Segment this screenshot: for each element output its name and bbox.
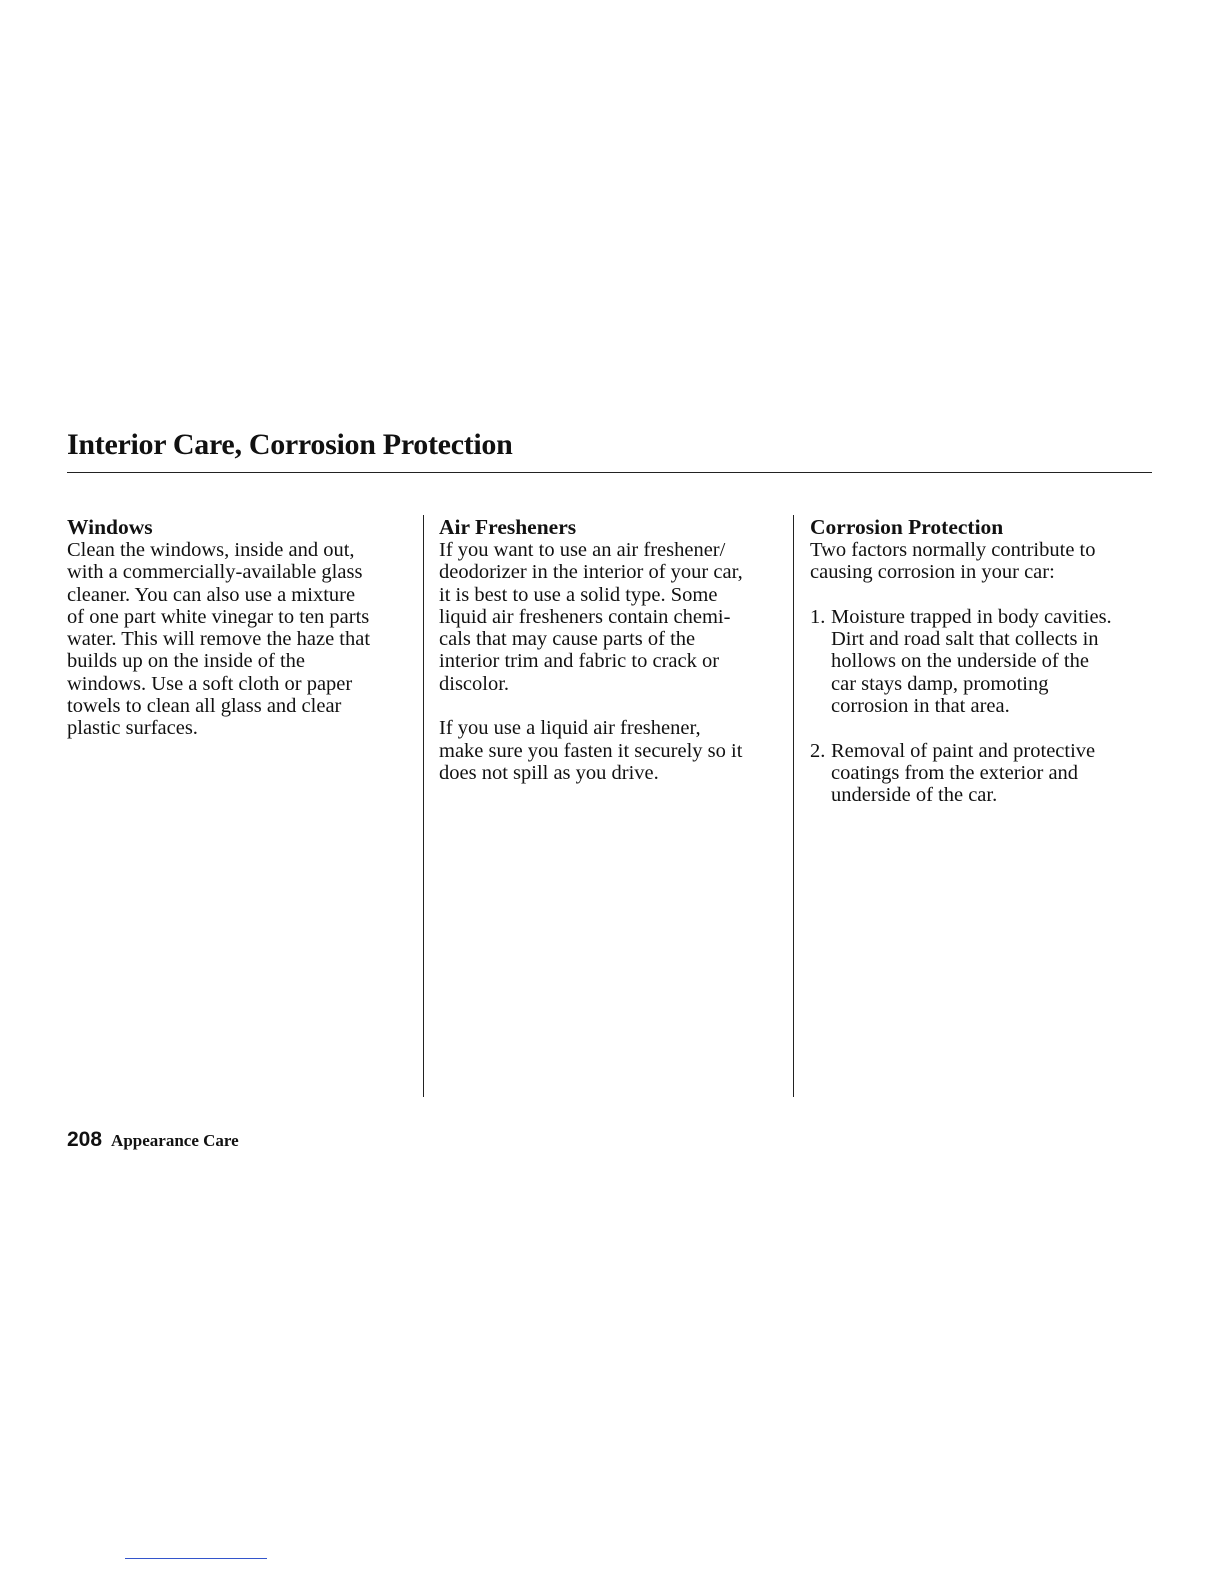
column-divider-2 xyxy=(793,515,794,1097)
windows-line: windows. Use a soft cloth or paper xyxy=(67,672,353,695)
air-fresheners-line: it is best to use a solid type. Some xyxy=(439,583,718,606)
list-item xyxy=(810,740,1155,807)
page-footer xyxy=(67,1128,239,1152)
air-fresheners-line: discolor. xyxy=(439,672,510,695)
list-item-text xyxy=(831,740,1155,807)
windows-line: builds up on the inside of the xyxy=(67,650,306,673)
paragraph-gap xyxy=(810,717,1155,739)
column-divider-1 xyxy=(423,515,424,1097)
air-fresheners-line: make sure you fasten it securely so it xyxy=(439,739,743,762)
list-item-line: Removal of paint and protective xyxy=(831,739,1096,762)
corrosion-protection-heading: Corrosion Protection xyxy=(810,515,1004,539)
windows-line: towels to clean all glass and clear xyxy=(67,695,342,718)
corrosion-intro-line: causing corrosion in your car: xyxy=(810,561,1055,584)
windows-heading: Windows xyxy=(67,515,153,539)
page-title: Interior Care, Corrosion Protection xyxy=(67,428,513,461)
list-item xyxy=(810,606,1155,717)
windows-line: water. This will remove the haze that xyxy=(67,628,371,651)
list-item-line: coatings from the exterior and xyxy=(831,761,1079,784)
air-fresheners-paragraph-2 xyxy=(439,717,784,784)
corrosion-intro xyxy=(810,539,1155,584)
list-item-text xyxy=(831,606,1155,717)
title-rule xyxy=(67,472,1152,473)
list-number: 2. xyxy=(810,739,826,762)
list-item-line: car stays damp, promoting xyxy=(831,672,1049,695)
air-fresheners-line: cals that may cause parts of the xyxy=(439,628,696,651)
paragraph-gap xyxy=(439,695,784,717)
paragraph-gap xyxy=(810,584,1155,606)
windows-line: cleaner. You can also use a mixture xyxy=(67,583,356,606)
corrosion-intro-line: Two factors normally contribute to xyxy=(810,539,1096,561)
list-item-line: Moisture trapped in body cavities. xyxy=(831,605,1112,628)
windows-line: of one part white vinegar to ten parts xyxy=(67,605,370,628)
air-fresheners-paragraph-1 xyxy=(439,539,784,695)
windows-paragraph xyxy=(67,539,412,740)
air-fresheners-heading: Air Fresheners xyxy=(439,515,577,539)
corrosion-protection-section xyxy=(810,515,1155,807)
list-number: 1. xyxy=(810,605,826,628)
list-item-line: underside of the car. xyxy=(831,784,998,807)
list-item-line: corrosion in that area. xyxy=(831,695,1010,718)
air-fresheners-line: If you use a liquid air freshener, xyxy=(439,717,701,740)
windows-section xyxy=(67,515,412,740)
air-fresheners-line: If you want to use an air freshener/ xyxy=(439,539,726,561)
windows-line: Clean the windows, inside and out, xyxy=(67,539,355,561)
windows-line: plastic surfaces. xyxy=(67,717,198,740)
list-item-line: Dirt and road salt that collects in xyxy=(831,628,1099,651)
page-number: 208 xyxy=(67,1128,103,1151)
bottom-link-underline xyxy=(125,1558,267,1559)
air-fresheners-line: interior trim and fabric to crack or xyxy=(439,650,720,673)
footer-section-name: Appearance Care xyxy=(111,1131,239,1150)
list-item-line: hollows on the underside of the xyxy=(831,650,1089,673)
air-fresheners-line: deodorizer in the interior of your car, xyxy=(439,561,743,584)
air-fresheners-section xyxy=(439,515,784,784)
windows-line: with a commercially-available glass xyxy=(67,561,363,584)
air-fresheners-line: does not spill as you drive. xyxy=(439,761,659,784)
air-fresheners-line: liquid air fresheners contain chemi- xyxy=(439,605,731,628)
